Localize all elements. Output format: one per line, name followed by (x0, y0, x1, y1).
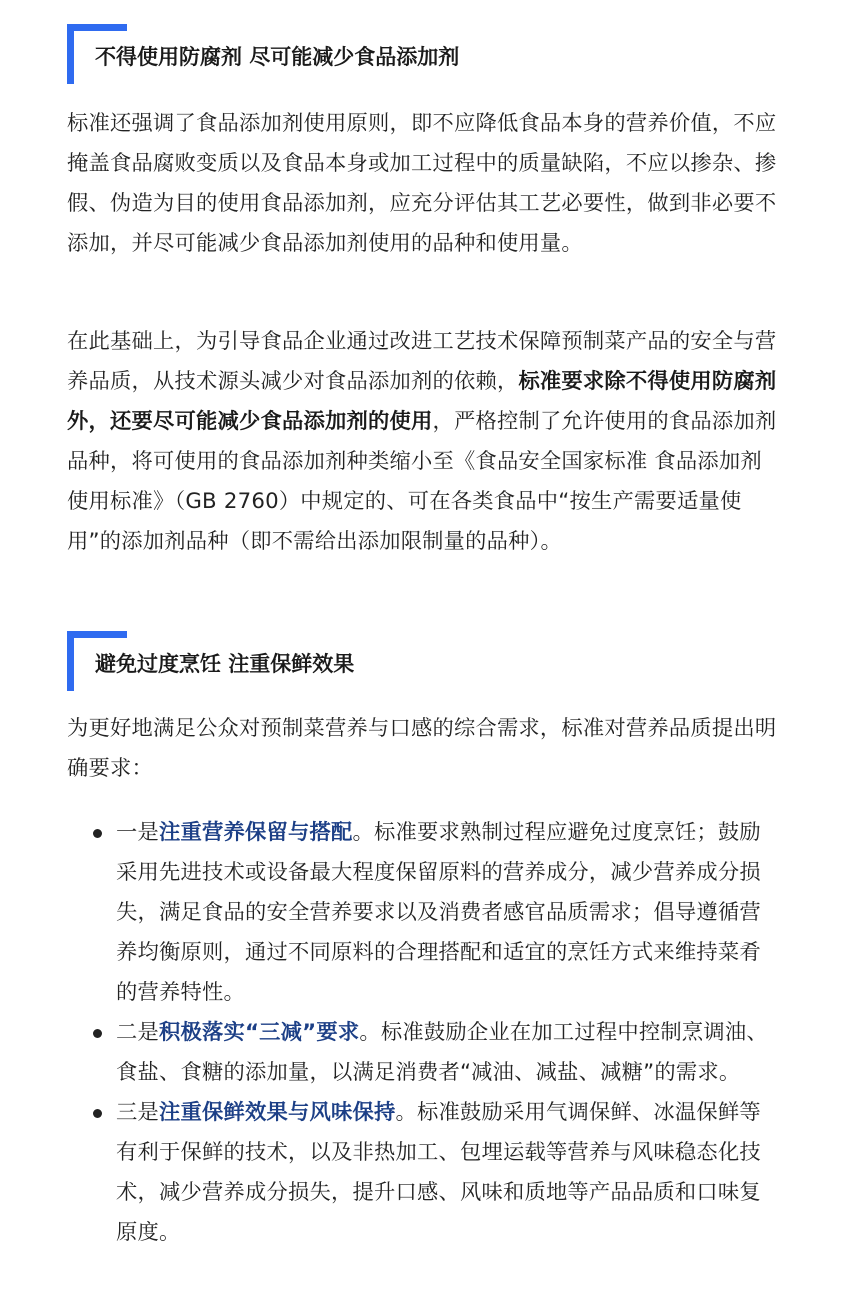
bullet-icon (93, 1109, 102, 1118)
item-highlight: 积极落实“三减”要求 (159, 1020, 360, 1045)
paragraph-text: ，严格控制了允许使用的食品添加剂品种，将可使用的食品添加剂种类缩小至《食品安全国家标准 食品添加剂使用标准》（GB 2760）中规定的、可在各类食品中“按生产需要适量使用”的添加剂品种（即不需给出添加限制量的品种）。 (67, 409, 777, 554)
paragraph-nutrition-intro: 为更好地满足公众对预制菜营养与口感的综合需求，标准对营养品质提出明确要求： (67, 716, 777, 781)
item-highlight: 注重保鲜效果与风味保持 (159, 1100, 396, 1125)
bold-requirement-text: 标准要求除不得使用防腐剂外，还要尽可能减少食品添加剂的使用 (67, 369, 777, 434)
paragraph-additive-restrictions (67, 322, 779, 562)
heading-bracket-top (67, 631, 127, 638)
list-item (116, 1093, 778, 1253)
item-prefix: 三是 (116, 1100, 159, 1125)
item-prefix: 二是 (116, 1020, 159, 1045)
paragraph-text: 在此基础上，为引导食品企业通过改进工艺技术保障预制菜产品的安全与营养品质，从技术源头减少对食品添加剂的依赖， (67, 329, 777, 394)
item-text: 。标准鼓励采用气调保鲜、冰温保鲜等有利于保鲜的技术，以及非热加工、包埋运载等营养与风味稳态化技术，减少营养成分损失，提升口感、风味和质地等产品品质和口味复原度。 (116, 1100, 761, 1245)
item-text: 。标准要求熟制过程应避免过度烹饪；鼓励采用先进技术或设备最大程度保留原料的营养成分，减少营养成分损失，满足食品的安全营养要求以及消费者感官品质需求；倡导遵循营养均衡原则，通过不同原料的合理搭配和适宜的烹饪方式来维持菜肴的营养特性。 (116, 820, 761, 1005)
heading-bracket-icon (67, 24, 74, 84)
list-item (116, 813, 778, 1013)
list-item (116, 1013, 778, 1093)
heading-bracket-icon (67, 631, 74, 691)
item-prefix: 一是 (116, 820, 159, 845)
item-highlight: 注重营养保留与搭配 (159, 820, 353, 845)
bullet-icon (93, 1029, 102, 1038)
section-heading-text: 不得使用防腐剂 尽可能减少食品添加剂 (95, 45, 460, 69)
section-heading-text: 避免过度烹饪 注重保鲜效果 (95, 652, 355, 676)
requirements-list (0, 813, 844, 1253)
bullet-icon (93, 829, 102, 838)
heading-bracket-top (67, 24, 127, 31)
paragraph-additive-principles: 标准还强调了食品添加剂使用原则，即不应降低食品本身的营养价值，不应掩盖食品腐败变质以及食品本身或加工过程中的质量缺陷，不应以掺杂、掺假、伪造为目的使用食品添加剂，应充分评估其工艺必要性，做到非必要不添加，并尽可能减少食品添加剂使用的品种和使用量。 (67, 111, 777, 256)
item-text: 。标准鼓励企业在加工过程中控制烹调油、食盐、食糖的添加量，以满足消费者“减油、减盐、减糖”的需求。 (116, 1020, 768, 1085)
section-heading-preservatives (67, 24, 767, 84)
section-heading-cooking (67, 631, 767, 691)
